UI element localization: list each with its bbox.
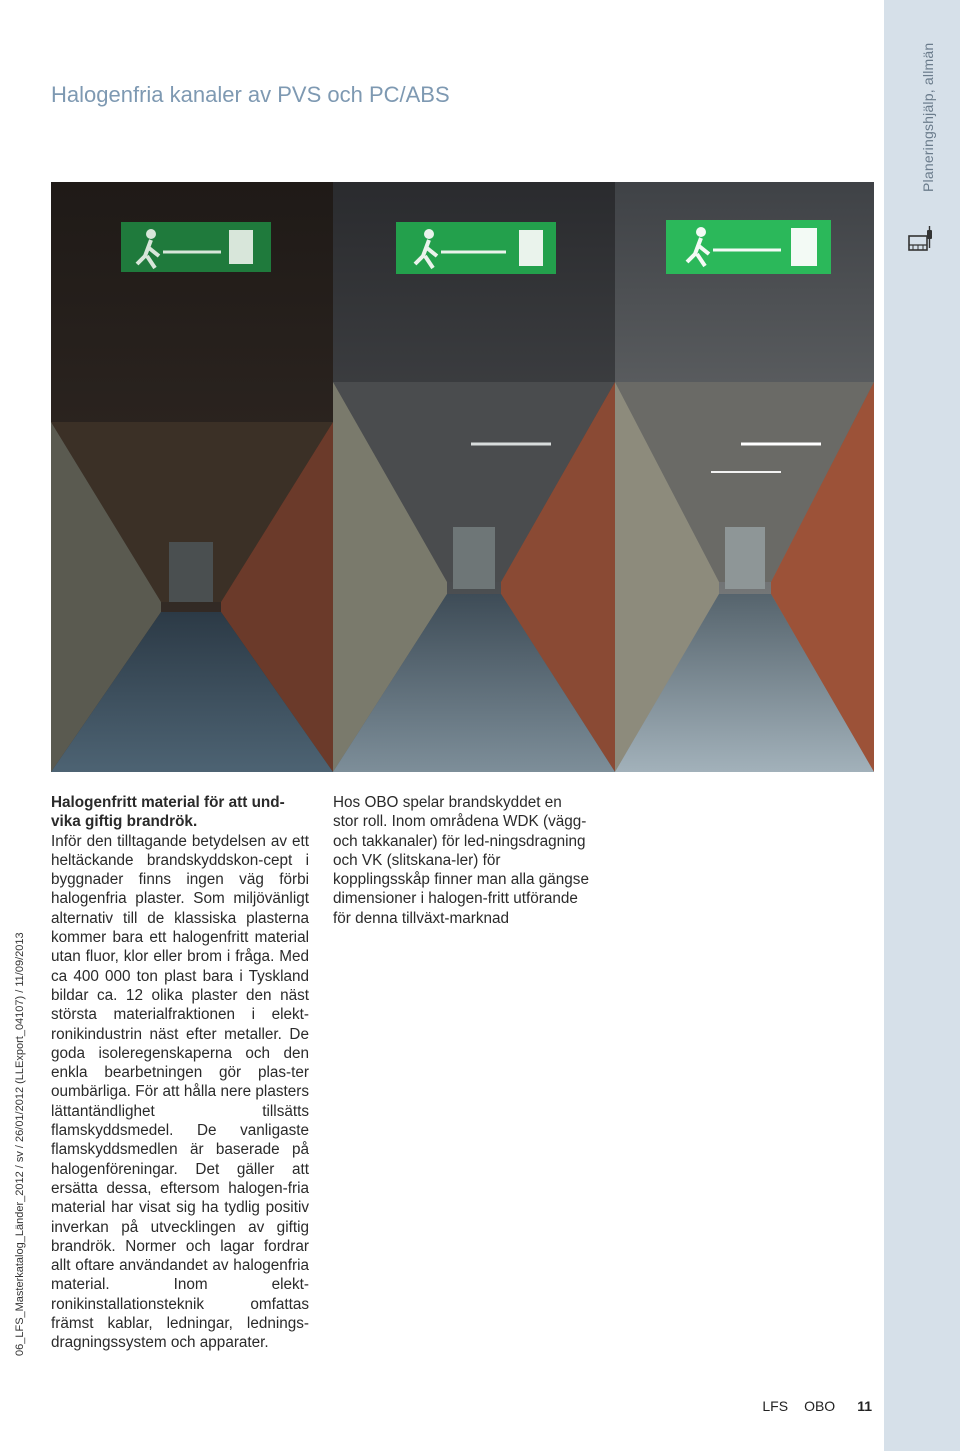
- body-text-right: Hos OBO spelar brandskyddet en stor roll. Inom områdena WDK (vägg- och takkanaler) för led-ningsdragning och VK (slitskana-ler) för kopplingsskåp finner man alla gängse dimensioner i halogen-fritt utförande för denna tillväxt-marknad: [333, 794, 589, 927]
- photo-panel-smoke: [51, 182, 333, 772]
- section-lead: Halogenfritt material för att und-vika giftig brandrök.: [51, 794, 285, 831]
- photo-panel-halogen-free-smoke: [333, 182, 615, 772]
- print-imprint: 06_LFS_Masterkatalog_Länder_2012 / sv / 26/01/2012 (LLExport_04107) / 11/09/2013: [14, 932, 26, 1356]
- cable-plug-icon: [907, 226, 935, 254]
- page-title: Halogenfria kanaler av PVS och PC/ABS: [51, 82, 450, 107]
- footer-brand-obo: OBO: [804, 1398, 836, 1414]
- body-text-left: Inför den tilltagande betydelsen av ett heltäckande brandskyddskon-cept i byggnader finns ingen väg förbi halogenfria plaster. Som miljövänligt alternativ till de klassiska plasterna kommer bara ett halogenfritt material utan fluor, klor eller brom i fråga. Med ca 400 000 ton plast bara i Tyskland bildar ca. 12 olika plaster den näst största materialfraktionen i elekt-ronikindustrin näst efter metaller. De goda isoleregenskaperna och den enkla bearbetningen gör plas-ter oumbärliga. För att hålla nere plasters lättantändlighet tillsätts flamskyddsmedel. De vanligaste flamskyddsmedlen är baserade på halogenföreningar. Det gäller att ersätta dessa, eftersom halogen-fria material har visat sig ha tydlig positiv inverkan på utvecklingen av giftig brandrök. Normer och lagar fordrar allt oftare användandet av halogenfria material. Inom elekt-ronikinstallationsteknik omfattas främst kablar, ledningar, lednings-dragningssystem och apparater.: [51, 832, 309, 1352]
- footer-brand-lfs: LFS: [762, 1398, 789, 1414]
- body-column-left: [51, 793, 309, 1353]
- body-column-right: [333, 793, 591, 928]
- page-footer: [762, 1398, 872, 1414]
- page-number: 11: [857, 1398, 872, 1414]
- corridor-photo: [51, 182, 874, 772]
- photo-panel-clear: [615, 182, 874, 772]
- side-tab: [884, 0, 960, 1451]
- side-tab-label: Planeringshjälp, allmän: [920, 42, 936, 192]
